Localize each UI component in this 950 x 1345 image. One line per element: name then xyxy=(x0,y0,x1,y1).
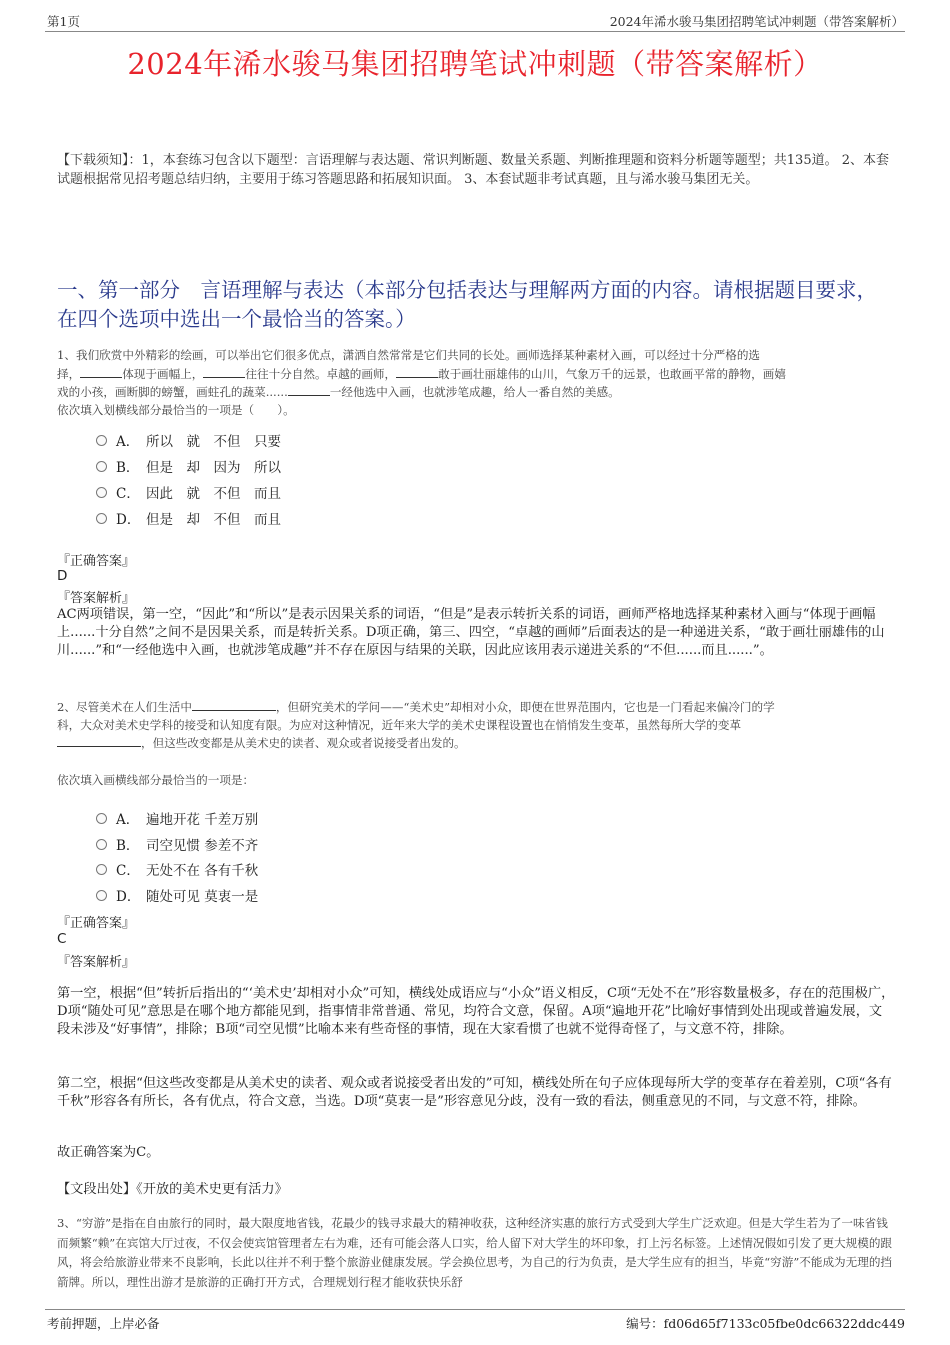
answer-label: 『正确答案』 xyxy=(57,916,136,931)
radio-circle-icon[interactable] xyxy=(96,864,107,875)
analysis-text: 第一空，根据“但”转折后指出的“‘美术史’却相对小众”可知，横线处成语应与“小众”语义相反，C项“无处不在”形容数量极多，存在的范围极广，D项“随处可见”意思是在哪个地方都能见到，指事情非常普通、常见，均符合文意，保留。A项“遍地开花”比喻好事情到处出现或普遍发展，文段未涉及“好事情”，排除；B项“司空见惯”比喻本来有些奇怪的事情，现在大家看惯了也就不觉得奇怪了，与文意不符，排除。 xyxy=(57,986,895,1037)
header-divider xyxy=(45,31,905,32)
option-c[interactable]: C． 因此 就 不但 而且 xyxy=(96,482,281,502)
question-1-prompt: 依次填入划横线部分最恰当的一项是（ ）。 xyxy=(57,402,295,417)
header-page-number: 第1页 xyxy=(47,14,80,29)
question-3-text: 3、“穷游”是指在自由旅行的同时，最大限度地省钱，花最少的钱寻求最大的精神收获，这种经济实惠的旅行方式受到大学生广泛欢迎。但是大学生若为了一味省钱而频繁“赖”在宾馆大厅过夜，不仅会使宾馆管理者左右为难，还有可能会落人口实，给人留下对大学生的坏印象，打上污名标签。上述情况假如引发了更大规模的跟风，将会给旅游业带来不良影响，长此以往并不利于整个旅游业健康发展。学会换位思考，为自己的行为负责，是大学生应有的担当，毕竟“穷游”不能成为无理的挡箭牌。所以，理性出游才是旅游的正确打开方式，合理规划行程才能收获快乐舒 xyxy=(57,1216,893,1289)
question-2-text xyxy=(57,698,897,753)
answer-value: C xyxy=(57,931,67,947)
analysis-label: 『答案解析』 xyxy=(57,591,136,606)
fill-blank xyxy=(192,698,276,711)
fill-blank xyxy=(80,365,122,378)
analysis-text: AC两项错误，第一空，“因此”和“所以”是表示因果关系的词语，“但是”是表示转折关系的词语，画师严格地选择某种素材入画与“体现于画幅上......十分自然”之间不是因果关系，而是转折关系。D项正确，第三、四空，“卓越的画师”后面表达的是一种递进关系，“敢于画壮丽雄伟的山川......”和“一经他选中入画，也就涉笔成趣”并不存在原因与结果的关联，因此应该用表示递进关系的“不但......而且......”。 xyxy=(57,607,885,658)
answer-label: 『正确答案』 xyxy=(57,554,136,569)
footer-serial: 编号：fd06d65f7133c05fbe0dc66322ddc449 xyxy=(626,1316,905,1331)
section-heading: 一、第一部分 言语理解与表达（本部分包括表达与理解两方面的内容。请根据题目要求，在四个选项中选出一个最恰当的答案。） xyxy=(57,278,877,331)
question-2-line: 2、尽管美术在人们生活中 ，但研究美术的学问——“美术史”却相对小众，即便在世界范围内，它也是一门看起来偏冷门的学 xyxy=(57,700,775,714)
question-1-line: 戏的小孩，画断脚的螃蟹，画蛀孔的蔬菜...... 一经他选中入画，也就涉笔成趣，给人一番自然的美感。 xyxy=(57,385,620,399)
question-2-line: ，但这些改变都是从美术史的读者、观众或者说接受者出发的。 xyxy=(57,734,897,753)
fill-blank xyxy=(57,734,141,747)
option-c[interactable]: C． 无处不在 各有千秋 xyxy=(96,859,258,879)
fill-blank xyxy=(203,365,245,378)
question-1-line: 1、我们欣赏中外精彩的绘画，可以举出它们很多优点，潇洒自然常常是它们共同的长处。画师选择某种素材入画，可以经过十分严格的选 xyxy=(57,348,761,362)
analysis-label: 『答案解析』 xyxy=(57,955,136,970)
radio-circle-icon[interactable] xyxy=(96,487,107,498)
question-2-line: 科，大众对美术史学科的接受和认知度有限。为应对这种情况，近年来大学的美术史课程设置也在悄悄发生变革，虽然每所大学的变革 xyxy=(57,717,742,732)
radio-circle-icon[interactable] xyxy=(96,435,107,446)
answer-value: D xyxy=(57,568,68,584)
option-a[interactable]: A． 所以 就 不但 只要 xyxy=(96,430,281,450)
download-notice: 【下载须知】：1，本套练习包含以下题型：言语理解与表达题、常识判断题、数量关系题、判断推理题和资料分析题等题型；共135道。 2、本套试题根据常见招考题总结归纳，主要用于练习答题思路和拓展知识面。 3、本套试题非考试真题，且与浠水骏马集团无关。 xyxy=(57,153,889,187)
source-text: 【文段出处】《开放的美术史更有活力》 xyxy=(57,1182,288,1197)
option-b[interactable]: B． 司空见惯 参差不齐 xyxy=(96,834,258,854)
fill-blank xyxy=(396,365,438,378)
footer-slogan: 考前押题，上岸必备 xyxy=(47,1316,160,1331)
radio-circle-icon[interactable] xyxy=(96,461,107,472)
option-a[interactable]: A． 遍地开花 千差万别 xyxy=(96,808,258,828)
option-d[interactable]: D． 但是 却 不但 而且 xyxy=(96,508,281,528)
header-doc-title: 2024年浠水骏马集团招聘笔试冲刺题（带答案解析） xyxy=(609,14,904,29)
option-d[interactable]: D． 随处可见 莫衷一是 xyxy=(96,885,258,905)
radio-circle-icon[interactable] xyxy=(96,890,107,901)
option-b[interactable]: B． 但是 却 因为 所以 xyxy=(96,456,281,476)
fill-blank xyxy=(288,383,330,396)
question-1-line: 择， 体现于画幅上， 往往十分自然。卓越的画师， 敢于画壮丽雄伟的山川，气象万千的远景，也敢画平常的静物，画嬉 xyxy=(57,366,786,381)
radio-circle-icon[interactable] xyxy=(96,839,107,850)
question-2-prompt: 依次填入画横线部分最恰当的一项是： xyxy=(57,773,255,787)
radio-circle-icon[interactable] xyxy=(96,813,107,824)
page-title: 2024年浠水骏马集团招聘笔试冲刺题（带答案解析） xyxy=(127,47,823,81)
conclusion-text: 故正确答案为C。 xyxy=(57,1145,160,1160)
footer-divider xyxy=(45,1309,905,1310)
analysis-text: 第二空，根据“但这些改变都是从美术史的读者、观众或者说接受者出发的”可知，横线处所在句子应体现每所大学的变革存在着差别，C项“各有千秋”形容各有所长，各有优点，符合文意，当选。D项“莫衷一是”形容意见分歧，没有一致的看法，侧重意见的不同，与文意不符，排除。 xyxy=(57,1076,892,1109)
question-1-text xyxy=(57,347,897,419)
radio-circle-icon[interactable] xyxy=(96,513,107,524)
